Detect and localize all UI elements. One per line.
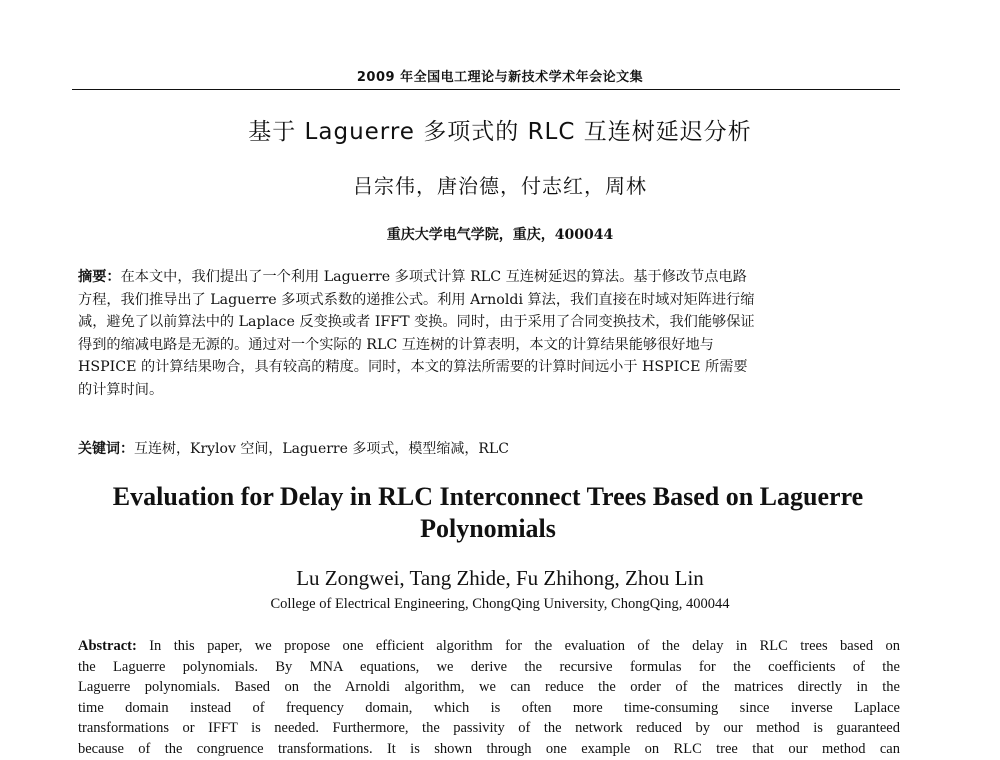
english-title-line-2: Polynomials (420, 514, 556, 543)
chinese-abstract-line-6: 的计算时间。 (78, 381, 164, 398)
chinese-keywords-label: 关键词： (78, 441, 134, 457)
chinese-abstract-line-4: 得到的缩减电路是无源的。通过对一个实际的 RLC 互连树的计算表明，本文的计算结果能够很好地与 (78, 336, 714, 353)
chinese-abstract-line-3: 减，避免了以前算法中的 Laplace 反变换或者 IFFT 变换。同时，由于采用了合同变换技术，我们能够保证 (78, 314, 755, 330)
chinese-abstract (78, 266, 900, 401)
english-authors: Lu Zongwei, Tang Zhide, Fu Zhihong, Zhou Lin (296, 566, 704, 590)
english-abstract (78, 636, 900, 759)
english-abstract-line-6: because of the congruence transformations. It is shown through one example on RLC tree that our method can (78, 740, 900, 757)
chinese-abstract-line-2: 方程，我们推导出了 Laguerre 多项式系数的递推公式。利用 Arnoldi 算法，我们直接在时域对矩阵进行缩 (78, 291, 755, 308)
chinese-keywords-text: 互连树，Krylov 空间，Laguerre 多项式，模型缩减，RLC (134, 441, 509, 457)
english-affiliation: College of Electrical Engineering, ChongQing University, ChongQing, 400044 (270, 596, 730, 612)
chinese-authors: 吕宗伟，唐治德，付志红，周林 (353, 174, 647, 198)
chinese-abstract-line-5: HSPICE 的计算结果吻合，具有较高的精度。同时，本文的算法所需要的计算时间远小于 HSPICE 所需要 (78, 359, 748, 375)
chinese-abstract-line-1: 摘要：在本文中，我们提出了一个利用 Laguerre 多项式计算 RLC 互连树延迟的算法。基于修改节点电路 (78, 269, 747, 285)
english-abstract-line-1: Abstract: In this paper, we propose one efficient algorithm for the evaluation of the delay in RLC trees based on (78, 638, 900, 654)
english-abstract-line-2: the Laguerre polynomials. By MNA equations, we derive the recursive formulas for the coefficients of the (78, 658, 900, 675)
chinese-title: 基于 Laguerre 多项式的 RLC 互连树延迟分析 (248, 119, 752, 145)
running-header: 2009 年全国电工理论与新技术学术年会论文集 (356, 70, 644, 85)
chinese-affiliation: 重庆大学电气学院，重庆，400044 (386, 227, 614, 243)
english-title-line-1: Evaluation for Delay in RLC Interconnect Trees Based on Laguerre (112, 482, 864, 511)
header-rule (72, 89, 900, 90)
chinese-keywords (78, 438, 900, 458)
english-abstract-line-5: transformations or IFFT is needed. Furthermore, the passivity of the network reduced by our method is guaranteed (78, 720, 900, 736)
chinese-abstract-label: 摘要： (78, 269, 121, 285)
english-abstract-label: Abstract: (78, 638, 137, 654)
english-title (70, 481, 906, 545)
english-abstract-line-3: Laguerre polynomials. Based on the Arnoldi algorithm, we can reduce the order of the matrices directly in the (78, 679, 900, 695)
english-abstract-line-4: time domain instead of frequency domain, which is often more time-consuming since inverse Laplace (78, 699, 900, 716)
